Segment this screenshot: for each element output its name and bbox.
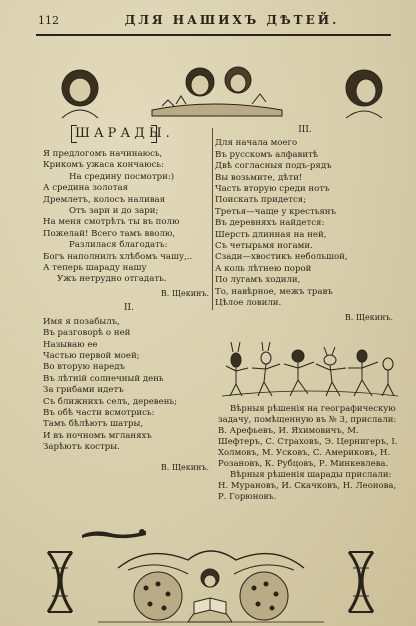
poem2-line: Въ обѣ части всмотрись: (43, 407, 155, 418)
poem3-line: Часть вторую среди нотъ (215, 184, 330, 195)
answers-paragraph: Вѣрныя рѣшенія на географическую задачу, помѣщенную въ № 3, прислали: В. Арефьевъ, И. Яхимовичъ, М. Шефтеръ, С. Страховъ, Э. Цернигеръ, І. Холмовъ, М. Усковъ, С. Америковъ, Н. Розановъ, К. Рубцовъ, Р. Минкевлева. (218, 404, 398, 469)
poem1-line: Пожелай! Всего тамъ вволю, (43, 228, 176, 239)
poem3-line: А коль лѣтнею порой (215, 263, 312, 274)
running-title: ДЛЯ НАШИХЪ ДѢТЕЙ. (124, 13, 340, 27)
swimming-figure-icon (80, 527, 148, 541)
answers-notice (218, 404, 398, 503)
poem2-line: Въ лѣтній солнечный день (43, 373, 164, 384)
poem3-line: Шерсть длинная на ней, (215, 229, 327, 240)
poem2-line: За грибами идетъ (43, 385, 124, 396)
poem3-line: То, навѣрное, межъ травъ (215, 286, 333, 297)
answers-paragraph: Вѣрныя рѣшенія шарады прислали: Н. Мурановъ, И. Скачковъ, Н. Леонова, Р. Горюновъ. (218, 470, 397, 502)
dancing-animals-icon (222, 338, 398, 400)
poem2-line: Называю ее (43, 339, 98, 350)
children-vignette-icon (52, 58, 392, 120)
page-header (0, 14, 416, 32)
poem3-line: Третья—чаще у крестьянъ (215, 206, 336, 217)
poem2-line: И въ ночномъ мгланяхъ (43, 430, 152, 441)
poem3-line: Въ деревняхъ найдется: (215, 218, 325, 229)
poem3-line: Въ русскомъ алфавитѣ (215, 149, 319, 160)
right-column (215, 125, 395, 323)
charade-number-3: III. (298, 125, 312, 135)
poem1-line: Отъ зари и до зари; (69, 206, 159, 217)
poem1-line: Разлилася благодать: (69, 240, 168, 251)
poem3-line: По лугамъ ходили, (215, 275, 301, 286)
poem1-line: Ужъ нетрудно отгадать. (57, 274, 167, 285)
poem2-line: Съ ближнихъ селъ, деревень; (43, 396, 178, 407)
poem2-signature: В. Щекинъ. (160, 462, 209, 472)
poem3-signature: В. Щекинъ. (344, 312, 393, 322)
poem1-line: А теперь шараду нашу (43, 263, 147, 274)
poem3-line: Вы возьмите, дѣти! (215, 172, 303, 183)
poem2-line: Во вторую наредъ (43, 362, 125, 373)
poem1-line: На меня смотрѣть ты въ полю (43, 217, 180, 228)
section-title-box (75, 125, 174, 143)
poem2-line: Имя я позабылъ, (43, 316, 120, 327)
poem1-line: Крикомъ ужаса кончаюсь: (43, 160, 165, 171)
poem2-line: Частью первой моей; (43, 350, 140, 361)
left-column (43, 125, 215, 473)
section-title: ШАРАДЫ. (75, 126, 174, 141)
poem3-line: Для начала моего (215, 138, 298, 149)
poem2-line: Тамъ бѣлѣютъ шатры, (43, 419, 144, 430)
poem2-line: Въ разговорѣ о ней (43, 328, 131, 339)
poem3-line: Поискать придется; (215, 195, 307, 206)
poem1-line: Я предлогомъ начинаюсь, (43, 149, 163, 159)
poem1-signature: В. Щекинъ. (160, 288, 209, 298)
poem1-line: На средину посмотри:) (69, 171, 175, 182)
poem1-line: Богъ наполнилъ хлѣбомъ чашу,.. (43, 251, 193, 262)
poem3-line: Двѣ согласныя подъ-рядъ (215, 161, 332, 172)
header-rule (36, 34, 391, 36)
page-number: 112 (38, 14, 59, 27)
poem3-line: Цѣлое ловили. (215, 298, 282, 309)
poem2-line: Зарѣютъ костры. (43, 442, 120, 453)
poem1-line: А средина золотая (43, 183, 129, 194)
poem3-line: Съ четырьмя ногами. (215, 241, 313, 252)
poem1-line: Дремлетъ, колосъ наливая (43, 194, 166, 205)
poem3-line: Сзади—хвостикъ небольшой, (215, 252, 348, 263)
girl-reading-vignette-icon (38, 540, 383, 624)
charade-number-2: II. (124, 303, 134, 314)
